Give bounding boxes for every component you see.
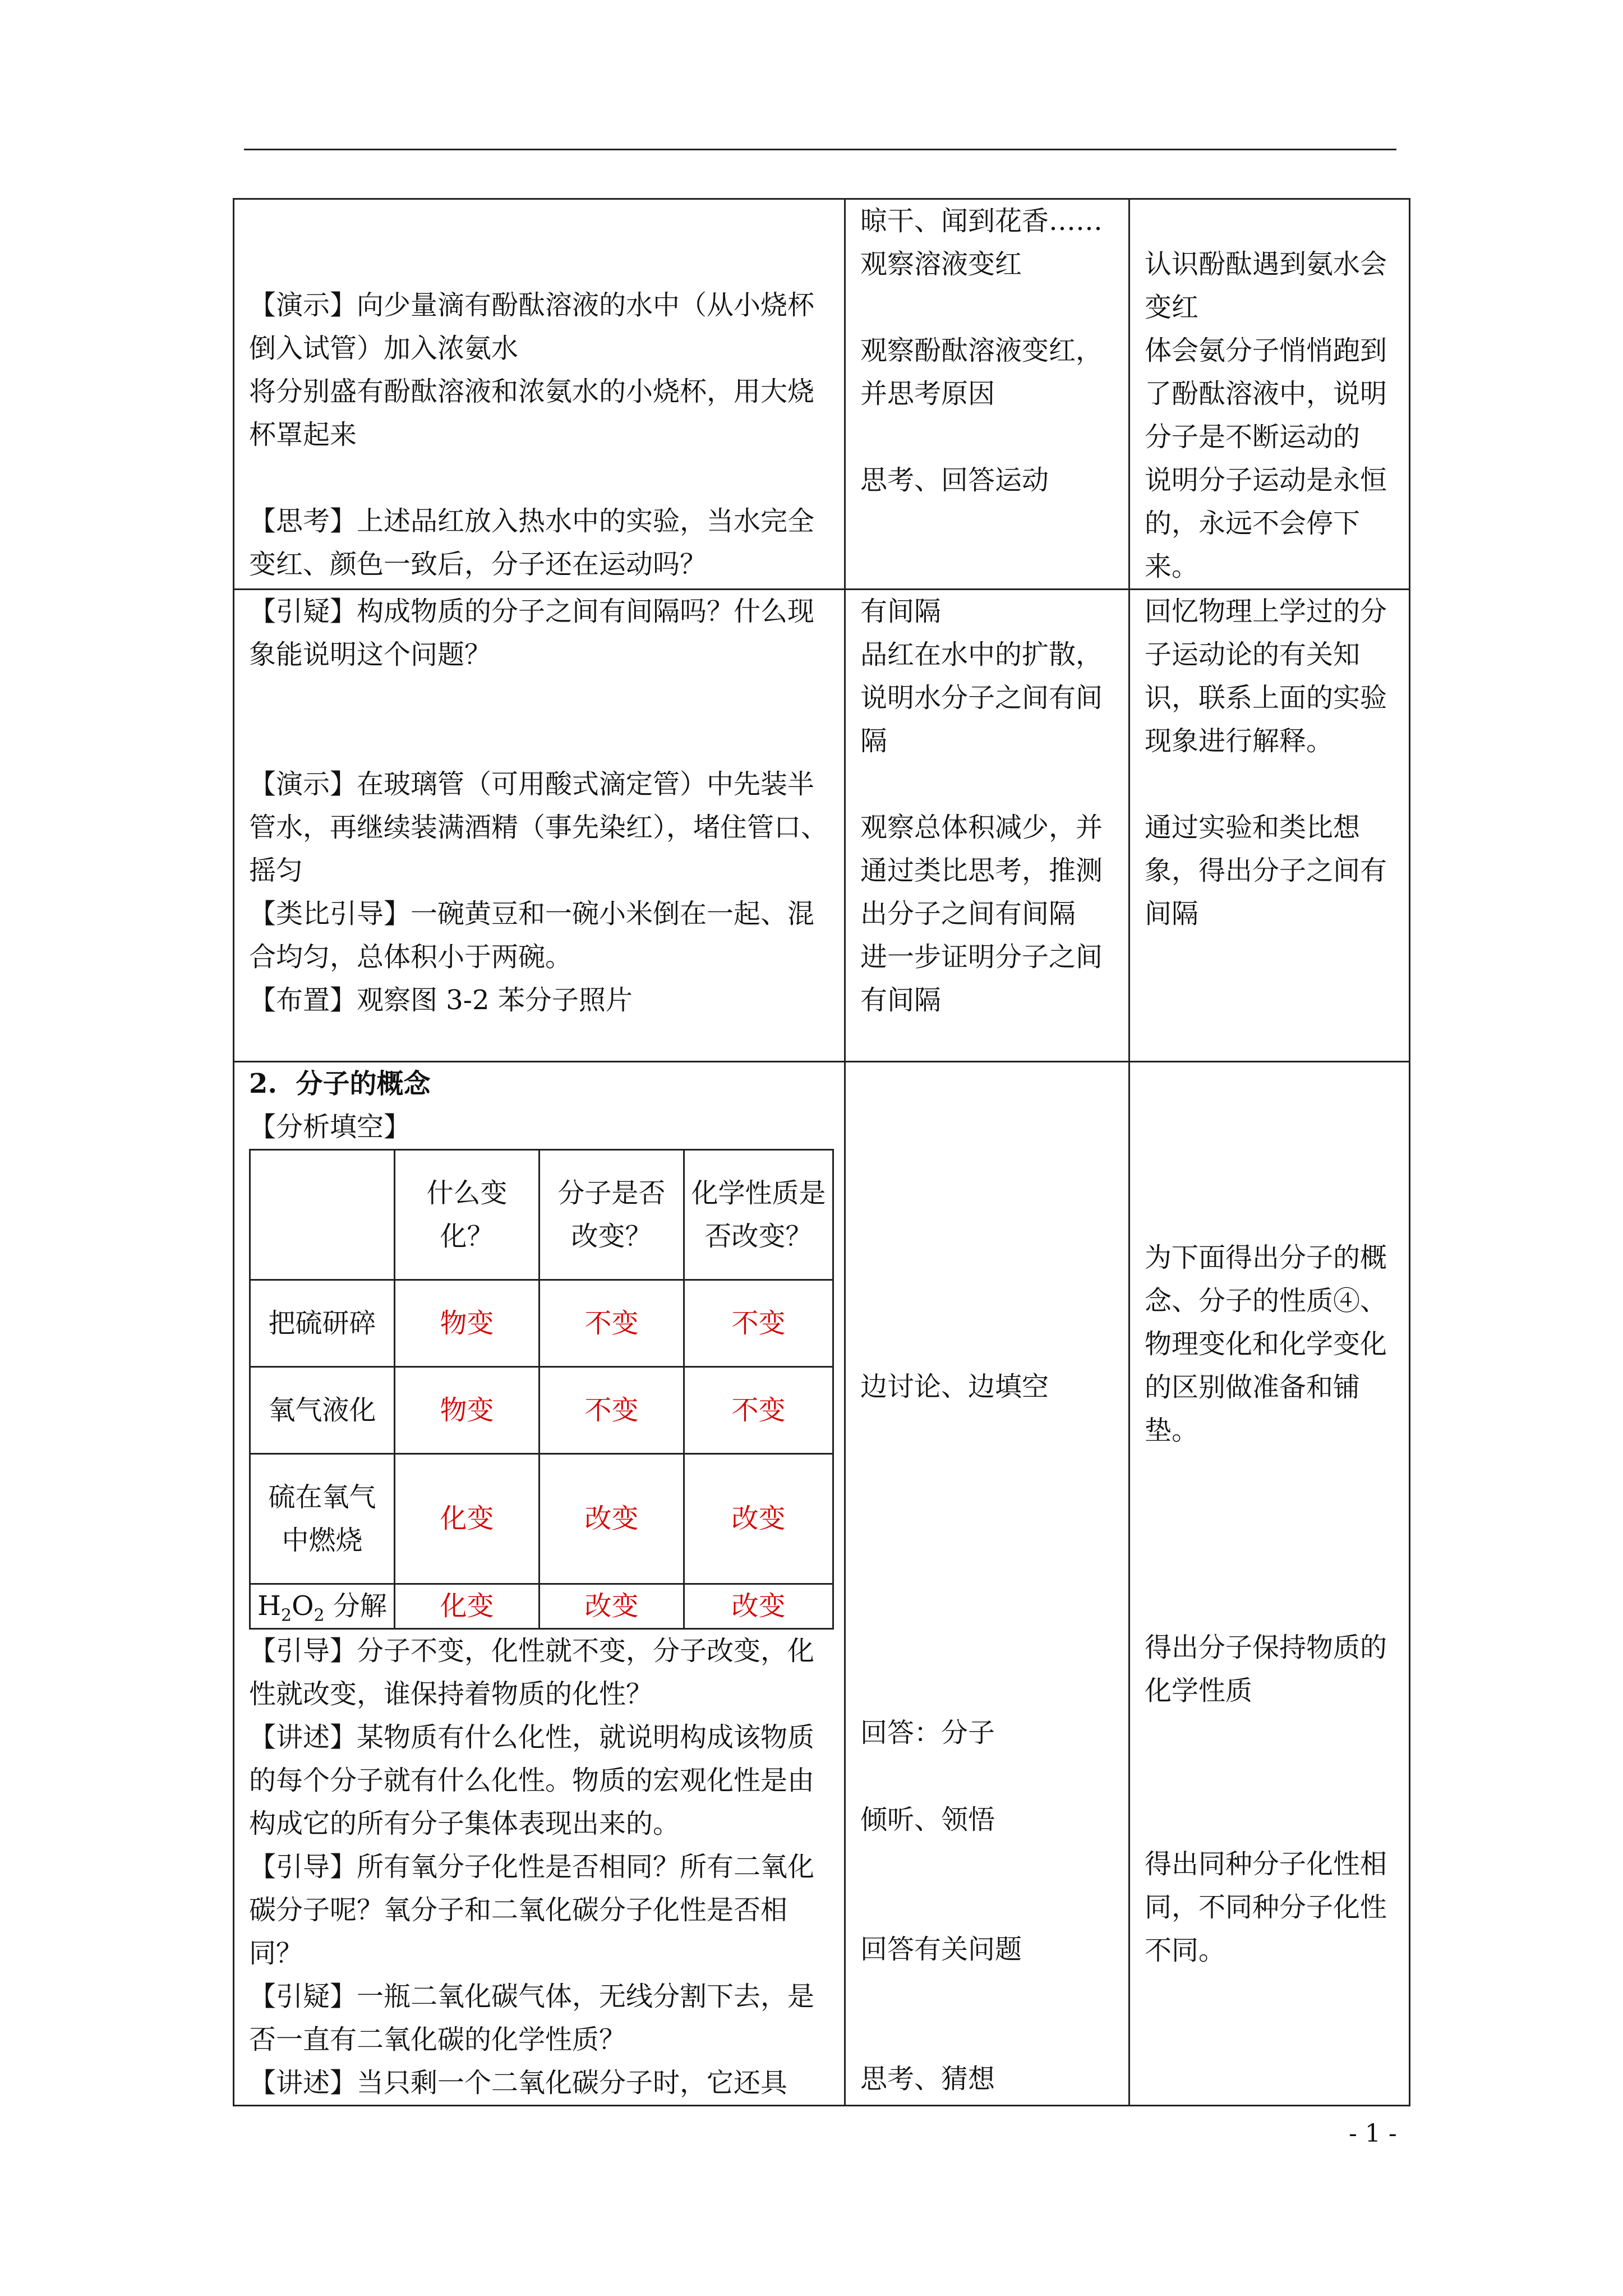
row-label: 硫在氧气中燃烧: [250, 1454, 395, 1584]
intent-cell: [1129, 1062, 1410, 2106]
teacher-text: 【引疑】构成物质的分子之间有间隔吗？什么现象能说明这个问题？: [249, 596, 815, 670]
header-cell: 什么变化？: [395, 1150, 540, 1280]
teacher-text: 【演示】在玻璃管（可用酸式滴定管）中先装半管水，再继续装满酒精（事先染红），堵住管口、摇匀: [249, 769, 828, 886]
row-label: $H_2O_2$ 分解: [250, 1584, 395, 1629]
teacher-text: 将分别盛有酚酞溶液和浓氨水的小烧杯，用大烧杯罩起来: [249, 376, 815, 450]
teacher-text: 【讲述】当只剩一个二氧化碳分子时，它还具: [249, 2067, 788, 2099]
fill-table: [249, 1149, 834, 1630]
student-text: 观察总体积减少，并通过类比思考，推测出分子之间有间隔: [860, 812, 1103, 930]
teacher-text: 【引疑】一瓶二氧化碳气体，无线分割下去，是否一直有二氧化碳的化学性质？: [249, 1981, 815, 2055]
intent-text: 为下面得出分子的概念、分子的性质④、物理变化和化学变化的区别做准备和铺垫。: [1145, 1242, 1387, 1446]
student-text: 边讨论、边填空: [860, 1371, 1049, 1402]
table-row: [234, 199, 1410, 590]
student-text: 思考、猜想: [860, 2063, 995, 2095]
answer-cell: 不变: [684, 1367, 833, 1454]
student-text: 观察溶液变红: [860, 249, 1022, 280]
header-cell: 化学性质是否改变？: [684, 1150, 833, 1280]
header-cell: [250, 1150, 395, 1280]
teacher-cell: [234, 590, 845, 1062]
page-number: - 1 -: [1349, 2119, 1397, 2148]
teacher-text: 【演示】向少量滴有酚酞溶液的水中（从小烧杯倒入试管）加入浓氨水: [249, 289, 815, 364]
teacher-text: 【讲述】某物质有什么化性，就说明构成该物质的每个分子就有什么化性。物质的宏观化性是由构成它的所有分子集体表现出来的。: [249, 1722, 815, 1839]
header-rule: [244, 149, 1396, 150]
student-cell: [845, 590, 1129, 1062]
student-cell: [845, 199, 1129, 590]
intent-text: 得出同种分子化性相同，不同种分子化性不同。: [1145, 1848, 1387, 1966]
intent-cell: [1129, 590, 1410, 1062]
header-cell: 分子是否改变？: [540, 1150, 684, 1280]
table-row: [234, 590, 1410, 1062]
teacher-text: 【引导】分子不变，化性就不变，分子改变，化性就改变，谁保持着物质的化性？: [249, 1635, 815, 1710]
row-label: 氧气液化: [250, 1367, 395, 1454]
teacher-text: 【类比引导】一碗黄豆和一碗小米倒在一起、混合均匀，总体积小于两碗。: [249, 898, 815, 973]
fill-table-row: [250, 1454, 833, 1584]
answer-cell: 化变: [395, 1454, 540, 1584]
answer-cell: 物变: [395, 1280, 540, 1367]
lesson-table: [233, 198, 1410, 2106]
intent-text: 认识酚酞遇到氨水会变红: [1145, 249, 1387, 323]
table-row: [234, 1062, 1410, 2106]
fill-label: 【分析填空】: [249, 1111, 411, 1143]
teacher-cell: [234, 199, 845, 590]
intent-text: 通过实验和类比想象，得出分子之间有间隔: [1145, 812, 1387, 930]
student-text: 回答有关问题: [860, 1934, 1022, 1965]
answer-cell: 化变: [395, 1584, 540, 1629]
student-text: 有间隔: [860, 596, 942, 627]
fill-table-header: [250, 1150, 833, 1280]
student-text: 品红在水中的扩散，说明水分子之间有间隔: [860, 639, 1103, 757]
answer-cell: 物变: [395, 1367, 540, 1454]
teacher-text: 【布置】观察图 3-2 苯分子照片: [249, 984, 633, 1016]
answer-cell: 不变: [540, 1280, 684, 1367]
intent-text: 体会氨分子悄悄跑到了酚酞溶液中，说明分子是不断运动的: [1145, 335, 1387, 453]
student-cell: [845, 1062, 1129, 2106]
teacher-text: 【引导】所有氧分子化性是否相同？所有二氧化碳分子呢？氧分子和二氧化碳分子化性是否相同？: [249, 1851, 815, 1969]
answer-cell: 改变: [684, 1584, 833, 1629]
intent-text: 得出分子保持物质的化学性质: [1145, 1632, 1387, 1706]
student-text: 进一步证明分子之间有间隔: [860, 941, 1103, 1016]
intent-cell: [1129, 199, 1410, 590]
answer-cell: 改变: [540, 1584, 684, 1629]
answer-cell: 不变: [540, 1367, 684, 1454]
answer-cell: 改变: [540, 1454, 684, 1584]
intent-text: 说明分子运动是永恒的，永远不会停下来。: [1145, 464, 1387, 582]
row-label: 把硫研碎: [250, 1280, 395, 1367]
answer-cell: 不变: [684, 1280, 833, 1367]
answer-cell: 改变: [684, 1454, 833, 1584]
section-title: 2. 分子的概念: [249, 1068, 431, 1099]
fill-table-row: [250, 1280, 833, 1367]
fill-table-row: [250, 1584, 833, 1629]
teacher-text: 【思考】上述品红放入热水中的实验，当水完全变红、颜色一致后，分子还在运动吗？: [249, 505, 815, 580]
student-text: 回答：分子: [860, 1717, 995, 1749]
teacher-cell: [234, 1062, 845, 2106]
student-text: 倾听、领悟: [860, 1804, 995, 1835]
fill-table-row: [250, 1367, 833, 1454]
student-text: 晾干、闻到花香……: [860, 205, 1103, 237]
intent-text: 回忆物理上学过的分子运动论的有关知识，联系上面的实验现象进行解释。: [1145, 596, 1387, 757]
student-text: 思考、回答运动: [860, 464, 1049, 496]
student-text: 观察酚酞溶液变红，并思考原因: [860, 335, 1103, 409]
